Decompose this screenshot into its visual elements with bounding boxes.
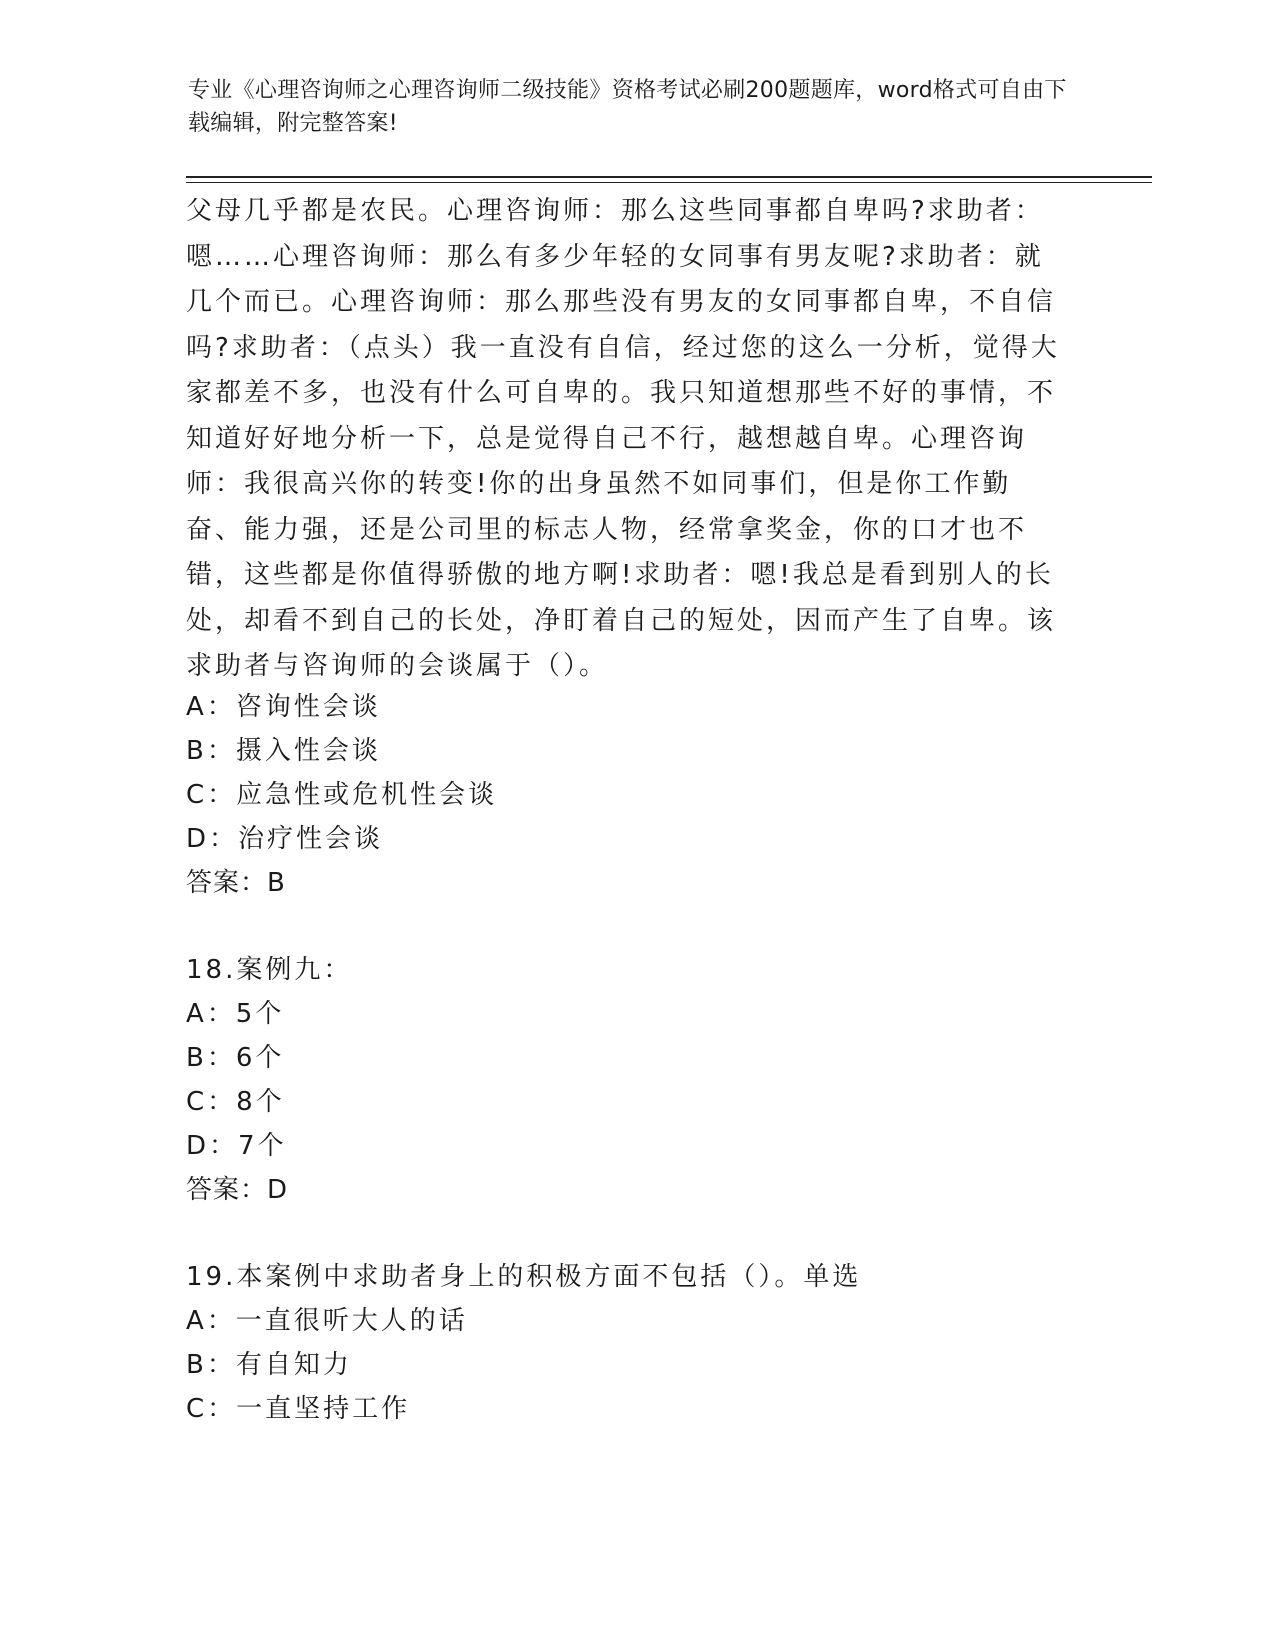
- question-18-option-a: A：5个: [186, 999, 285, 1029]
- question-17-stem: 父母几乎都是农民。心理咨询师：那么这些同事都自卑吗?求助者：嗯……心理咨询师：那么有多少年轻的女同事有男友呢?求助者：就几个而已。心理咨询师：那么那些没有男友的女同事都自卑，不自信吗?求助者：（点头）我一直没有自信，经过您的这么一分析，觉得大家都差不多，也没有什么可自卑的。我只知道想那些不好的事情，不知道好好地分析一下，总是觉得自己不行，越想越自卑。心理咨询师：我很高兴你的转变!你的出身虽然不如同事们，但是你工作勤奋、能力强，还是公司里的标志人物，经常拿奖金，你的口才也不错，这些都是你值得骄傲的地方啊!求助者：嗯!我总是看到别人的长处，却看不到自己的长处，净盯着自己的短处，因而产生了自卑。该求助者与咨询师的会谈属于（）。: [186, 196, 1060, 681]
- question-17-answer: 答案：B: [186, 868, 286, 898]
- header-rule-thin: [186, 182, 1152, 183]
- question-19-option-a: A：一直很听大人的话: [186, 1306, 468, 1336]
- question-18-answer: 答案：D: [186, 1175, 289, 1205]
- question-18-option-b: B：6个: [186, 1043, 285, 1073]
- question-18-option-c: C：8个: [186, 1087, 285, 1117]
- question-17-option-c: C：应急性或危机性会谈: [186, 780, 498, 810]
- document-header: 专业《心理咨询师之心理咨询师二级技能》资格考试必刷200题题库，word格式可自由下载编辑，附完整答案!: [188, 78, 1067, 136]
- question-18-option-d: D：7个: [186, 1131, 287, 1161]
- question-17-option-d: D：治疗性会谈: [186, 824, 384, 854]
- question-19-option-c: C：一直坚持工作: [186, 1394, 411, 1424]
- question-19-option-b: B：有自知力: [186, 1350, 352, 1380]
- question-18-stem: 18.案例九：: [186, 955, 353, 985]
- question-17-option-b: B：摄入性会谈: [186, 736, 381, 766]
- header-rule-thick: [186, 176, 1152, 178]
- question-17-option-a: A：咨询性会谈: [186, 692, 381, 722]
- question-19-stem: 19.本案例中求助者身上的积极方面不包括（）。单选: [186, 1262, 862, 1292]
